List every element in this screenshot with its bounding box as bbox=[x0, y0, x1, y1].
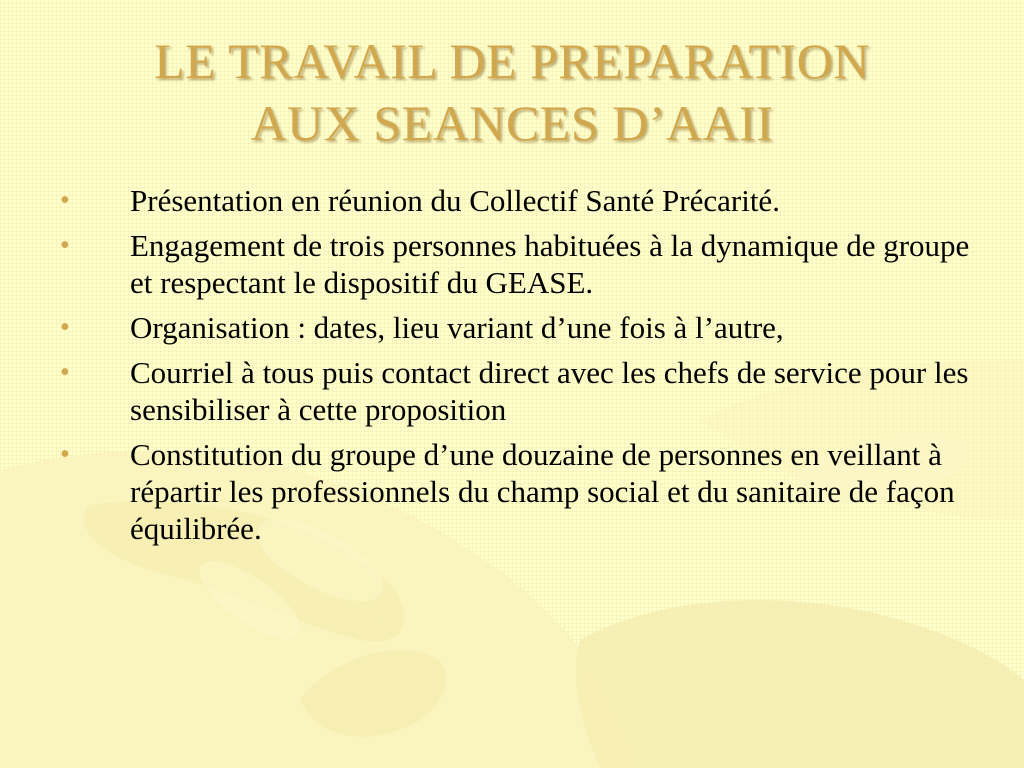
bullet-text: Présentation en réunion du Collectif Santé Précarité. bbox=[130, 183, 780, 218]
bullet-icon: • bbox=[60, 357, 70, 388]
bullet-list bbox=[58, 182, 978, 555]
bullet-item-presentation bbox=[58, 182, 978, 219]
bullet-icon: • bbox=[60, 230, 70, 261]
bullet-text: Engagement de trois personnes habituées à la dynamique de groupe et respectant le dispositif du GEASE. bbox=[130, 228, 970, 300]
bullet-item-courriel bbox=[58, 354, 978, 428]
bullet-item-organisation bbox=[58, 309, 978, 346]
bullet-icon: • bbox=[60, 439, 70, 470]
slide-title-line-1: LE TRAVAIL DE PREPARATION bbox=[154, 33, 870, 89]
slide-title-line-2: AUX SEANCES D’AAII bbox=[250, 95, 774, 151]
slide-title bbox=[0, 30, 1024, 154]
bullet-text: Courriel à tous puis contact direct avec les chefs de service pour les sensibiliser à cette proposition bbox=[130, 355, 969, 427]
bullet-text: Organisation : dates, lieu variant d’une fois à l’autre, bbox=[130, 310, 784, 345]
bullet-icon: • bbox=[60, 185, 70, 216]
bullet-text: Constitution du groupe d’une douzaine de personnes en veillant à répartir les professionnels du champ social et du sanitaire de façon équilibrée. bbox=[130, 437, 955, 546]
bullet-item-constitution bbox=[58, 436, 978, 547]
bullet-icon: • bbox=[60, 312, 70, 343]
bullet-item-engagement bbox=[58, 227, 978, 301]
